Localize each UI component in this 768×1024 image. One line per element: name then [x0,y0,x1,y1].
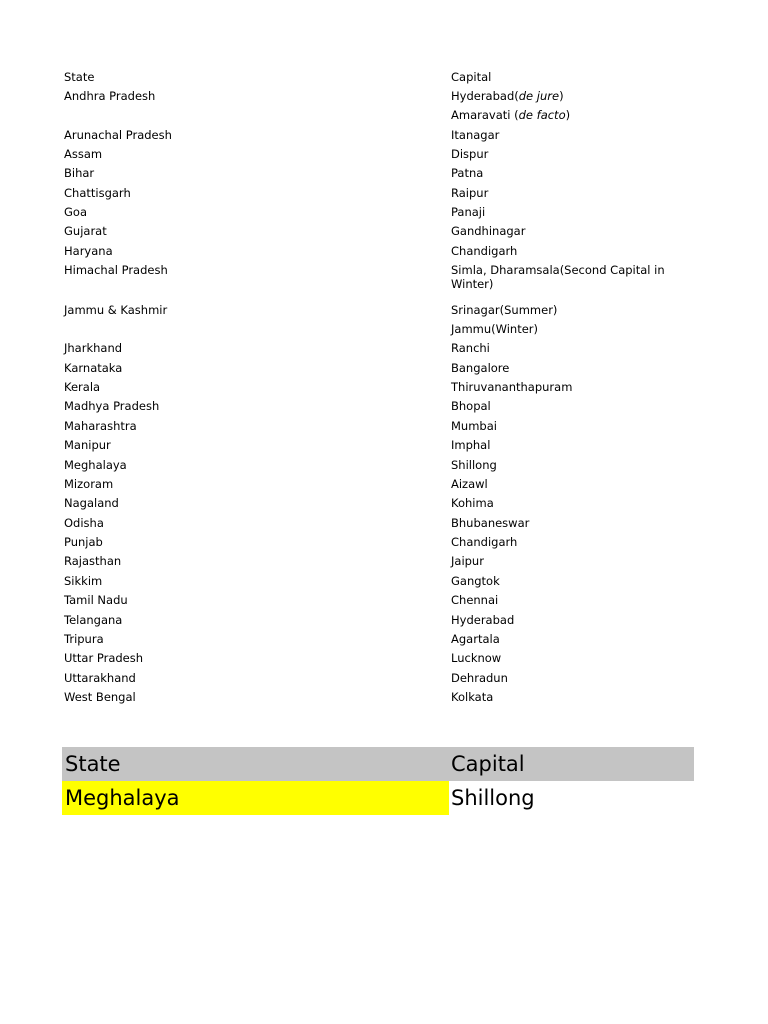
capital-cell [451,516,529,530]
state-cell: Meghalaya [64,458,127,472]
capital-text: Amaravati [451,108,511,122]
capital-text: Bangalore [451,361,510,375]
capital-text: Bhubaneswar [451,516,530,530]
state-cell: Gujarat [64,224,107,238]
lookup-result-state: Meghalaya [65,786,180,810]
capital-text: Bhopal [451,399,491,413]
state-cell: Jammu & Kashmir [64,303,168,317]
capital-text: Chennai [451,593,499,607]
state-cell: Nagaland [64,496,119,510]
capital-cell [451,651,501,665]
lookup-result-row [62,781,694,815]
state-cell: Bihar [64,166,95,180]
capital-text: Ranchi [451,341,490,355]
state-cell: Kerala [64,380,101,394]
capital-cell [451,108,570,122]
capital-cell [451,263,681,291]
state-cell: Tripura [64,632,104,646]
state-cell: Maharashtra [64,419,137,433]
capital-cell [451,341,490,355]
capital-cell [451,554,484,568]
capital-cell [451,186,488,200]
capital-text: Gandhinagar [451,224,526,238]
capital-cell [451,632,500,646]
state-cell: Uttar Pradesh [64,651,144,665]
state-cell: Odisha [64,516,104,530]
capital-text: Itanagar [451,128,500,142]
state-cell: Telangana [64,613,123,627]
state-cell: Mizoram [64,477,114,491]
state-cell: Tamil Nadu [64,593,128,607]
header-state: State [64,70,95,84]
capital-cell [451,361,509,375]
capital-text: Jammu(Winter) [451,322,539,336]
state-cell: Sikkim [64,574,103,588]
capital-text: Mumbai [451,419,497,433]
state-cell: Rajasthan [64,554,122,568]
capital-cell [451,535,517,549]
capital-cell [451,613,514,627]
capital-cell [451,438,490,452]
capital-text: Kolkata [451,690,494,704]
capital-cell [451,244,517,258]
capital-note-italic: de jure [518,89,560,103]
capital-text: ) [559,89,564,103]
capital-cell [451,496,494,510]
state-cell: Manipur [64,438,111,452]
capital-text: ) [565,108,571,122]
lookup-header-state: State [65,752,121,776]
capital-text: Dispur [451,147,489,161]
capital-text: Raipur [451,186,489,200]
capital-text: Srinagar(Summer) [451,303,558,317]
capital-text: Jaipur [451,554,484,568]
capital-cell [451,205,485,219]
capital-text: Kohima [451,496,494,510]
state-cell: Andhra Pradesh [64,89,156,103]
capital-cell [451,690,493,704]
state-cell: West Bengal [64,690,136,704]
capital-note-italic: de facto [518,108,566,122]
lookup-header-capital: Capital [451,752,525,776]
capital-text: Simla, Dharamsala(Second Capital in Winter) [451,263,665,291]
state-cell: Haryana [64,244,113,258]
state-cell: Himachal Pradesh [64,263,168,277]
lookup-result-capital: Shillong [451,786,535,810]
capital-cell [451,166,483,180]
state-cell: Karnataka [64,361,123,375]
capital-text: Chandigarh [451,244,518,258]
capital-cell [451,147,488,161]
capital-cell [451,419,497,433]
state-cell: Chattisgarh [64,186,131,200]
capital-cell [451,593,498,607]
capital-text: Shillong [451,458,497,472]
capital-text: Imphal [451,438,491,452]
capital-cell [451,458,497,472]
capital-text: Lucknow [451,651,502,665]
capital-cell [451,574,500,588]
capital-text: Hyderabad [451,613,515,627]
state-cell: Uttarakhand [64,671,136,685]
lookup-header-row [62,747,694,781]
capital-text: ( [510,108,519,122]
header-capital: Capital [451,70,492,84]
state-cell: Arunachal Pradesh [64,128,172,142]
capital-cell [451,380,572,394]
capital-text: Panaji [451,205,486,219]
capital-cell [451,89,564,103]
state-cell: Madhya Pradesh [64,399,160,413]
capital-cell [451,399,491,413]
capital-text: Agartala [451,632,500,646]
capital-text: Thiruvananthapuram [451,380,573,394]
capital-text: Dehradun [451,671,508,685]
capital-cell [451,128,499,142]
capital-text: Patna [451,166,484,180]
state-cell: Jharkhand [64,341,123,355]
capital-text: Chandigarh [451,535,518,549]
capital-cell [451,477,488,491]
capital-cell [451,671,508,685]
capital-cell [451,322,538,336]
capital-cell [451,224,525,238]
capital-cell [451,303,557,317]
capital-text: Gangtok [451,574,500,588]
capital-text: Hyderabad( [451,89,519,103]
state-cell: Assam [64,147,103,161]
state-cell: Goa [64,205,87,219]
state-cell: Punjab [64,535,103,549]
capital-text: Aizawl [451,477,488,491]
